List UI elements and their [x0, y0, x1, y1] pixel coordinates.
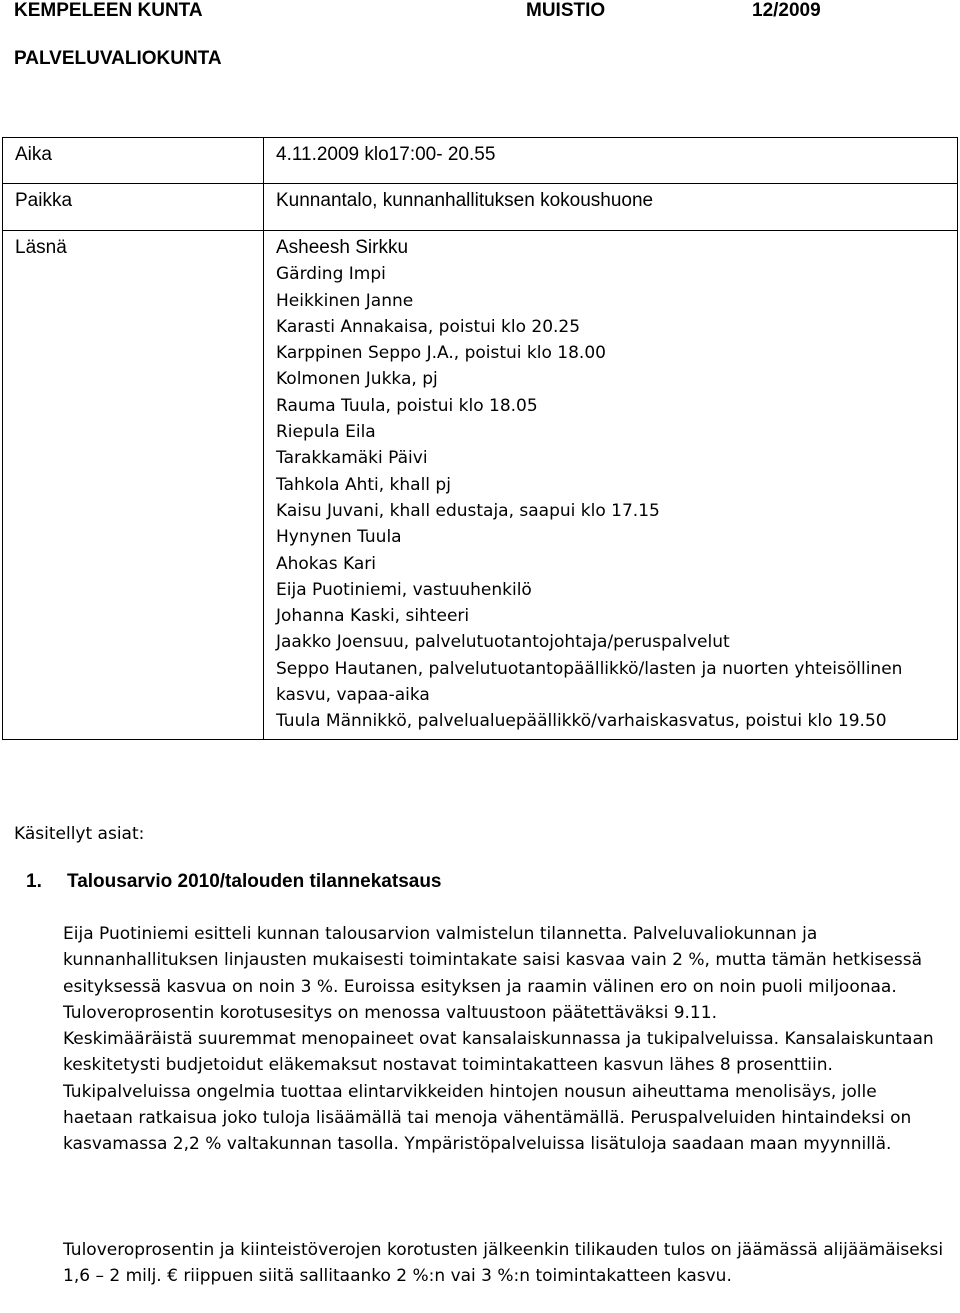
time-row [3, 138, 958, 184]
agenda-item-number: 1. [26, 871, 42, 892]
attendee: Karppinen Seppo J.A., poistui klo 18.00 [276, 343, 606, 364]
attendee: Kaisu Juvani, khall edustaja, saapui klo 17.15 [276, 500, 660, 521]
attendee: Asheesh Sirkku [276, 237, 409, 258]
attendee: Riepula Eila [276, 422, 376, 443]
agenda-item-heading [26, 870, 442, 894]
committee-name: PALVELUVALIOKUNTA [14, 48, 222, 69]
item-conclusion [63, 1237, 945, 1290]
attendee-list [276, 235, 957, 735]
attendee: Kolmonen Jukka, pj [276, 369, 438, 390]
attendee: Tuula Männikkö, palvelualuepäällikkö/varhaiskasvatus, poistui klo 19.50 [276, 711, 887, 732]
place-label: Paikka [3, 184, 264, 231]
org-name: KEMPELEEN KUNTA [14, 0, 203, 21]
time-value: 4.11.2009 klo17:00- 20.55 [264, 138, 958, 184]
attendee: Gärding Impi [276, 264, 386, 285]
paragraph: Tuloveroprosentin ja kiinteistöverojen korotusten jälkeenkin tilikauden tulos on jäämässä alijäämäiseksi 1,6 – 2 milj. € riippuen siitä sallitaanko 2 %:n vai 3 %:n toimintakatteen kasvu. [63, 1240, 944, 1287]
item-body [63, 921, 945, 1158]
document-number: 12/2009 [752, 0, 821, 21]
attendee: Heikkinen Janne [276, 290, 414, 311]
attendee: Hynynen Tuula [276, 527, 402, 548]
attendee: Jaakko Joensuu, palvelutuotantojohtaja/peruspalvelut [276, 632, 730, 653]
attendee: Ahokas Kari [276, 553, 377, 574]
agenda-item-title: Talousarvio 2010/talouden tilannekatsaus [67, 871, 442, 892]
time-label: Aika [3, 138, 264, 184]
paragraph: Keskimääräistä suuremmat menopaineet ovat kansalaiskunnassa ja tukipalveluissa. Kansalaiskuntaan keskitetysti budjetoidut eläkemaksut nostavat toimintakatteen kasvun lähes 8 prosenttiin. Tukipalveluissa ongelmia tuottaa elintarvikkeiden hintojen nousun aiheuttama menolisäys, jolle haetaan ratkaisua joko tuloja lisäämällä tai menoja vähentämällä. Peruspalveluiden hintaindeksi on kasvamassa 2,2 % valtakunnan tasolla. Ympäristöpalveluissa lisätuloja saadaan maan myynnillä. [63, 1029, 934, 1155]
place-row [3, 184, 958, 231]
attendee: Tahkola Ahti, khall pj [276, 474, 451, 495]
present-label: Läsnä [3, 231, 264, 740]
attendee: Karasti Annakaisa, poistui klo 20.25 [276, 316, 581, 337]
attendee: Seppo Hautanen, palvelutuotantopäällikkö/lasten ja nuorten yhteisöllinen kasvu, vapaa-aika [276, 658, 903, 706]
paragraph: Eija Puotiniemi esitteli kunnan talousarvion valmistelun tilannetta. Palveluvaliokunnan ja kunnanhallituksen linjausten mukaisesti toimintakate saisi kasvaa vain 2 %, mutta tämän hetkisessä esityksessä kasvua on noin 3 %. Euroissa esityksen ja raamin välinen ero on noin puoli miljoonaa. Tuloveroprosentin korotusesitys on menossa valtuustoon päätettäväksi 9.11. [63, 924, 922, 1023]
attendee: Tarakkamäki Päivi [276, 448, 428, 469]
handled-items-heading: Käsitellyt asiat: [14, 824, 145, 844]
meeting-info-table [2, 137, 958, 740]
document-type: MUISTIO [526, 0, 606, 21]
attendee: Johanna Kaski, sihteeri [276, 606, 470, 627]
attendee: Rauma Tuula, poistui klo 18.05 [276, 395, 538, 416]
attendee: Eija Puotiniemi, vastuuhenkilö [276, 579, 532, 600]
present-row [3, 231, 958, 740]
present-cell [264, 231, 958, 740]
place-value: Kunnantalo, kunnanhallituksen kokoushuone [264, 184, 958, 231]
